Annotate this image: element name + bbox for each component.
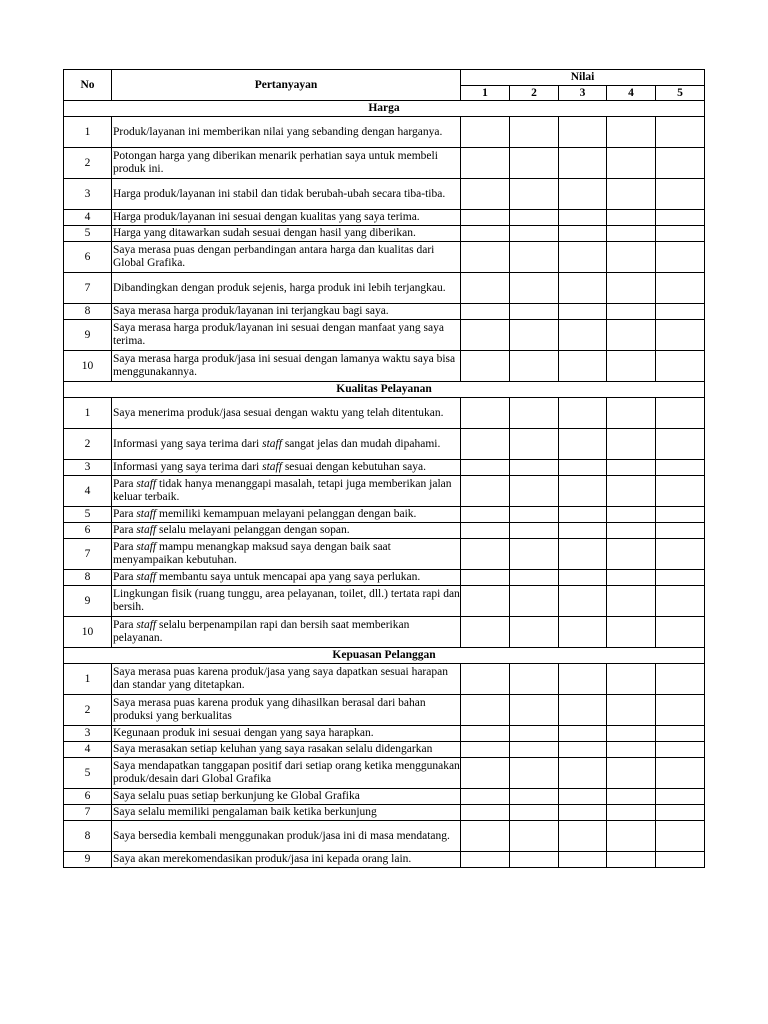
score-cell-2[interactable] xyxy=(510,304,559,320)
score-cell-1[interactable] xyxy=(461,476,510,507)
score-cell-1[interactable] xyxy=(461,742,510,758)
score-cell-4[interactable] xyxy=(607,805,656,821)
score-cell-3[interactable] xyxy=(559,117,607,148)
score-cell-4[interactable] xyxy=(607,179,656,210)
row-number: 1 xyxy=(64,398,112,429)
row-number: 9 xyxy=(64,320,112,351)
table-row xyxy=(64,617,705,648)
column-header-no: No xyxy=(64,70,112,101)
score-cell-2[interactable] xyxy=(510,117,559,148)
score-cell-4[interactable] xyxy=(607,304,656,320)
section-header-row xyxy=(64,382,705,398)
score-cell-2[interactable] xyxy=(510,476,559,507)
score-cell-1[interactable] xyxy=(461,242,510,273)
score-cell-2[interactable] xyxy=(510,242,559,273)
table-row xyxy=(64,179,705,210)
question-text: Harga produk/layanan ini sesuai dengan kualitas yang saya terima. xyxy=(112,210,461,226)
score-cell-4[interactable] xyxy=(607,117,656,148)
score-cell-2[interactable] xyxy=(510,351,559,382)
row-number: 8 xyxy=(64,570,112,586)
score-cell-3[interactable] xyxy=(559,726,607,742)
table-row xyxy=(64,320,705,351)
question-text: Para staff memiliki kemampuan melayani pelanggan dengan baik. xyxy=(112,507,461,523)
score-cell-3[interactable] xyxy=(559,664,607,695)
score-cell-3[interactable] xyxy=(559,539,607,570)
row-number: 6 xyxy=(64,523,112,539)
score-cell-2[interactable] xyxy=(510,852,559,868)
row-number: 7 xyxy=(64,539,112,570)
score-cell-5[interactable] xyxy=(656,351,705,382)
table-row xyxy=(64,398,705,429)
score-cell-5[interactable] xyxy=(656,320,705,351)
score-cell-1[interactable] xyxy=(461,351,510,382)
score-cell-3[interactable] xyxy=(559,758,607,789)
score-cell-4[interactable] xyxy=(607,320,656,351)
table-row xyxy=(64,805,705,821)
question-text: Saya merasa puas karena produk/jasa yang saya dapatkan sesuai harapan dan standar yang ditetapkan. xyxy=(112,664,461,695)
score-cell-5[interactable] xyxy=(656,695,705,726)
score-cell-5[interactable] xyxy=(656,852,705,868)
score-header-1: 1 xyxy=(461,86,510,101)
score-cell-1[interactable] xyxy=(461,726,510,742)
section-title: Kualitas Pelayanan xyxy=(64,382,705,398)
score-cell-2[interactable] xyxy=(510,320,559,351)
score-cell-5[interactable] xyxy=(656,617,705,648)
score-cell-3[interactable] xyxy=(559,179,607,210)
score-cell-2[interactable] xyxy=(510,179,559,210)
score-cell-5[interactable] xyxy=(656,821,705,852)
score-cell-3[interactable] xyxy=(559,789,607,805)
table-row xyxy=(64,351,705,382)
question-text: Saya selalu puas setiap berkunjung ke Global Grafika xyxy=(112,789,461,805)
score-cell-2[interactable] xyxy=(510,226,559,242)
score-cell-5[interactable] xyxy=(656,429,705,460)
score-cell-4[interactable] xyxy=(607,852,656,868)
score-cell-1[interactable] xyxy=(461,398,510,429)
score-cell-4[interactable] xyxy=(607,586,656,617)
score-cell-4[interactable] xyxy=(607,210,656,226)
question-text: Para staff tidak hanya menanggapi masalah, tetapi juga memberikan jalan keluar terbaik. xyxy=(112,476,461,507)
score-cell-5[interactable] xyxy=(656,210,705,226)
score-cell-1[interactable] xyxy=(461,805,510,821)
score-cell-1[interactable] xyxy=(461,226,510,242)
question-text: Saya merasa harga produk/jasa ini sesuai dengan lamanya waktu saya bisa menggunakannya. xyxy=(112,351,461,382)
question-text: Saya selalu memiliki pengalaman baik ketika berkunjung xyxy=(112,805,461,821)
table-row xyxy=(64,852,705,868)
row-number: 1 xyxy=(64,664,112,695)
score-cell-4[interactable] xyxy=(607,351,656,382)
score-cell-3[interactable] xyxy=(559,570,607,586)
score-cell-4[interactable] xyxy=(607,507,656,523)
score-cell-1[interactable] xyxy=(461,617,510,648)
row-number: 3 xyxy=(64,460,112,476)
score-cell-3[interactable] xyxy=(559,507,607,523)
question-text: Saya merasa puas karena produk yang dihasilkan berasal dari bahan produksi yang berkualitas xyxy=(112,695,461,726)
score-cell-2[interactable] xyxy=(510,523,559,539)
question-text: Para staff selalu berpenampilan rapi dan bersih saat memberikan pelayanan. xyxy=(112,617,461,648)
score-cell-4[interactable] xyxy=(607,789,656,805)
row-number: 1 xyxy=(64,117,112,148)
question-text: Saya merasakan setiap keluhan yang saya rasakan selalu didengarkan xyxy=(112,742,461,758)
score-cell-5[interactable] xyxy=(656,148,705,179)
score-cell-2[interactable] xyxy=(510,664,559,695)
row-number: 2 xyxy=(64,148,112,179)
row-number: 4 xyxy=(64,210,112,226)
score-cell-4[interactable] xyxy=(607,821,656,852)
table-row xyxy=(64,210,705,226)
score-cell-4[interactable] xyxy=(607,758,656,789)
row-number: 4 xyxy=(64,742,112,758)
row-number: 8 xyxy=(64,821,112,852)
score-cell-5[interactable] xyxy=(656,476,705,507)
row-number: 9 xyxy=(64,852,112,868)
score-cell-1[interactable] xyxy=(461,523,510,539)
question-text: Kegunaan produk ini sesuai dengan yang saya harapkan. xyxy=(112,726,461,742)
score-cell-1[interactable] xyxy=(461,148,510,179)
question-text: Produk/layanan ini memberikan nilai yang sebanding dengan harganya. xyxy=(112,117,461,148)
score-cell-2[interactable] xyxy=(510,617,559,648)
table-row xyxy=(64,742,705,758)
score-cell-3[interactable] xyxy=(559,460,607,476)
score-cell-2[interactable] xyxy=(510,273,559,304)
table-row xyxy=(64,304,705,320)
score-cell-2[interactable] xyxy=(510,460,559,476)
row-number: 7 xyxy=(64,273,112,304)
table-row xyxy=(64,507,705,523)
score-cell-1[interactable] xyxy=(461,821,510,852)
table-row xyxy=(64,273,705,304)
row-number: 3 xyxy=(64,726,112,742)
score-cell-3[interactable] xyxy=(559,805,607,821)
score-cell-1[interactable] xyxy=(461,460,510,476)
question-text: Informasi yang saya terima dari staff sangat jelas dan mudah dipahami. xyxy=(112,429,461,460)
score-header-2: 2 xyxy=(510,86,559,101)
score-cell-2[interactable] xyxy=(510,398,559,429)
score-cell-3[interactable] xyxy=(559,476,607,507)
question-text: Harga yang ditawarkan sudah sesuai dengan hasil yang diberikan. xyxy=(112,226,461,242)
score-cell-4[interactable] xyxy=(607,148,656,179)
table-row xyxy=(64,117,705,148)
score-cell-2[interactable] xyxy=(510,507,559,523)
score-cell-2[interactable] xyxy=(510,570,559,586)
table-row xyxy=(64,429,705,460)
section-title: Kepuasan Pelanggan xyxy=(64,648,705,664)
score-cell-3[interactable] xyxy=(559,821,607,852)
table-row xyxy=(64,726,705,742)
score-cell-1[interactable] xyxy=(461,429,510,460)
score-cell-1[interactable] xyxy=(461,758,510,789)
score-cell-2[interactable] xyxy=(510,539,559,570)
score-cell-5[interactable] xyxy=(656,758,705,789)
row-number: 8 xyxy=(64,304,112,320)
table-row xyxy=(64,539,705,570)
question-text: Saya akan merekomendasikan produk/jasa ini kepada orang lain. xyxy=(112,852,461,868)
score-cell-1[interactable] xyxy=(461,507,510,523)
score-cell-5[interactable] xyxy=(656,523,705,539)
row-number: 6 xyxy=(64,242,112,273)
score-cell-1[interactable] xyxy=(461,789,510,805)
question-text: Informasi yang saya terima dari staff sesuai dengan kebutuhan saya. xyxy=(112,460,461,476)
score-cell-5[interactable] xyxy=(656,507,705,523)
score-header-3: 3 xyxy=(559,86,607,101)
score-cell-4[interactable] xyxy=(607,273,656,304)
row-number: 4 xyxy=(64,476,112,507)
score-cell-3[interactable] xyxy=(559,210,607,226)
score-header-5: 5 xyxy=(656,86,705,101)
score-cell-1[interactable] xyxy=(461,695,510,726)
score-cell-3[interactable] xyxy=(559,351,607,382)
score-cell-5[interactable] xyxy=(656,226,705,242)
table-row xyxy=(64,586,705,617)
score-cell-1[interactable] xyxy=(461,664,510,695)
table-body xyxy=(64,101,705,868)
table-row xyxy=(64,226,705,242)
row-number: 10 xyxy=(64,351,112,382)
score-cell-4[interactable] xyxy=(607,539,656,570)
row-number: 7 xyxy=(64,805,112,821)
row-number: 5 xyxy=(64,758,112,789)
table-row xyxy=(64,570,705,586)
table-row xyxy=(64,523,705,539)
score-cell-1[interactable] xyxy=(461,210,510,226)
table-row xyxy=(64,821,705,852)
question-text: Potongan harga yang diberikan menarik perhatian saya untuk membeli produk ini. xyxy=(112,148,461,179)
score-cell-1[interactable] xyxy=(461,304,510,320)
score-cell-3[interactable] xyxy=(559,617,607,648)
score-cell-3[interactable] xyxy=(559,695,607,726)
row-number: 6 xyxy=(64,789,112,805)
row-number: 10 xyxy=(64,617,112,648)
score-cell-4[interactable] xyxy=(607,429,656,460)
score-cell-5[interactable] xyxy=(656,273,705,304)
score-cell-2[interactable] xyxy=(510,210,559,226)
score-cell-1[interactable] xyxy=(461,539,510,570)
score-cell-3[interactable] xyxy=(559,273,607,304)
score-cell-5[interactable] xyxy=(656,789,705,805)
score-cell-3[interactable] xyxy=(559,320,607,351)
header-row xyxy=(64,70,705,86)
score-cell-4[interactable] xyxy=(607,617,656,648)
table-row xyxy=(64,664,705,695)
score-cell-3[interactable] xyxy=(559,242,607,273)
score-cell-2[interactable] xyxy=(510,586,559,617)
score-cell-2[interactable] xyxy=(510,429,559,460)
score-cell-3[interactable] xyxy=(559,148,607,179)
score-cell-4[interactable] xyxy=(607,523,656,539)
score-cell-3[interactable] xyxy=(559,742,607,758)
score-cell-2[interactable] xyxy=(510,726,559,742)
score-cell-5[interactable] xyxy=(656,570,705,586)
question-text: Para staff membantu saya untuk mencapai apa yang saya perlukan. xyxy=(112,570,461,586)
row-number: 3 xyxy=(64,179,112,210)
score-cell-1[interactable] xyxy=(461,570,510,586)
score-cell-5[interactable] xyxy=(656,664,705,695)
score-cell-4[interactable] xyxy=(607,226,656,242)
table-row xyxy=(64,148,705,179)
score-cell-1[interactable] xyxy=(461,179,510,210)
question-text: Saya menerima produk/jasa sesuai dengan waktu yang telah ditentukan. xyxy=(112,398,461,429)
score-cell-1[interactable] xyxy=(461,320,510,351)
row-number: 9 xyxy=(64,586,112,617)
score-cell-1[interactable] xyxy=(461,586,510,617)
score-cell-5[interactable] xyxy=(656,179,705,210)
score-cell-2[interactable] xyxy=(510,805,559,821)
score-cell-4[interactable] xyxy=(607,398,656,429)
table-row xyxy=(64,476,705,507)
score-cell-2[interactable] xyxy=(510,742,559,758)
score-cell-5[interactable] xyxy=(656,539,705,570)
score-cell-2[interactable] xyxy=(510,789,559,805)
score-cell-5[interactable] xyxy=(656,242,705,273)
row-number: 5 xyxy=(64,226,112,242)
score-cell-5[interactable] xyxy=(656,304,705,320)
column-header-question: Pertanyayan xyxy=(112,70,461,101)
question-text: Harga produk/layanan ini stabil dan tidak berubah-ubah secara tiba-tiba. xyxy=(112,179,461,210)
section-header-row xyxy=(64,648,705,664)
score-cell-3[interactable] xyxy=(559,398,607,429)
score-cell-2[interactable] xyxy=(510,821,559,852)
column-header-score-group: Nilai xyxy=(461,70,705,86)
section-title: Harga xyxy=(64,101,705,117)
question-text: Saya bersedia kembali menggunakan produk/jasa ini di masa mendatang. xyxy=(112,821,461,852)
score-cell-3[interactable] xyxy=(559,429,607,460)
score-cell-5[interactable] xyxy=(656,726,705,742)
row-number: 5 xyxy=(64,507,112,523)
score-cell-3[interactable] xyxy=(559,586,607,617)
score-cell-4[interactable] xyxy=(607,726,656,742)
table-row xyxy=(64,460,705,476)
questionnaire-sheet xyxy=(63,69,704,868)
score-cell-3[interactable] xyxy=(559,304,607,320)
table-row xyxy=(64,758,705,789)
table-row xyxy=(64,789,705,805)
questionnaire-table xyxy=(63,69,705,868)
table-row xyxy=(64,695,705,726)
row-number: 2 xyxy=(64,429,112,460)
score-cell-1[interactable] xyxy=(461,273,510,304)
score-cell-3[interactable] xyxy=(559,523,607,539)
score-cell-4[interactable] xyxy=(607,476,656,507)
score-cell-3[interactable] xyxy=(559,226,607,242)
score-cell-5[interactable] xyxy=(656,398,705,429)
score-cell-4[interactable] xyxy=(607,460,656,476)
score-cell-5[interactable] xyxy=(656,460,705,476)
score-cell-3[interactable] xyxy=(559,852,607,868)
table-row xyxy=(64,242,705,273)
score-cell-1[interactable] xyxy=(461,117,510,148)
score-cell-5[interactable] xyxy=(656,805,705,821)
score-cell-4[interactable] xyxy=(607,570,656,586)
score-cell-4[interactable] xyxy=(607,742,656,758)
question-text: Lingkungan fisik (ruang tunggu, area pelayanan, toilet, dll.) tertata rapi dan bersih. xyxy=(112,586,461,617)
score-cell-4[interactable] xyxy=(607,664,656,695)
score-cell-1[interactable] xyxy=(461,852,510,868)
score-cell-5[interactable] xyxy=(656,117,705,148)
score-cell-4[interactable] xyxy=(607,695,656,726)
score-cell-5[interactable] xyxy=(656,742,705,758)
section-header-row xyxy=(64,101,705,117)
question-text: Saya merasa harga produk/layanan ini sesuai dengan manfaat yang saya terima. xyxy=(112,320,461,351)
question-text: Para staff selalu melayani pelanggan dengan sopan. xyxy=(112,523,461,539)
question-text: Saya mendapatkan tanggapan positif dari setiap orang ketika menggunakan produk/desain dari Global Grafika xyxy=(112,758,461,789)
question-text: Saya merasa harga produk/layanan ini terjangkau bagi saya. xyxy=(112,304,461,320)
score-cell-5[interactable] xyxy=(656,586,705,617)
score-cell-2[interactable] xyxy=(510,758,559,789)
score-cell-2[interactable] xyxy=(510,148,559,179)
question-text: Dibandingkan dengan produk sejenis, harga produk ini lebih terjangkau. xyxy=(112,273,461,304)
row-number: 2 xyxy=(64,695,112,726)
question-text: Saya merasa puas dengan perbandingan antara harga dan kualitas dari Global Grafika. xyxy=(112,242,461,273)
score-cell-4[interactable] xyxy=(607,242,656,273)
question-text: Para staff mampu menangkap maksud saya dengan baik saat menyampaikan kebutuhan. xyxy=(112,539,461,570)
score-header-4: 4 xyxy=(607,86,656,101)
score-cell-2[interactable] xyxy=(510,695,559,726)
